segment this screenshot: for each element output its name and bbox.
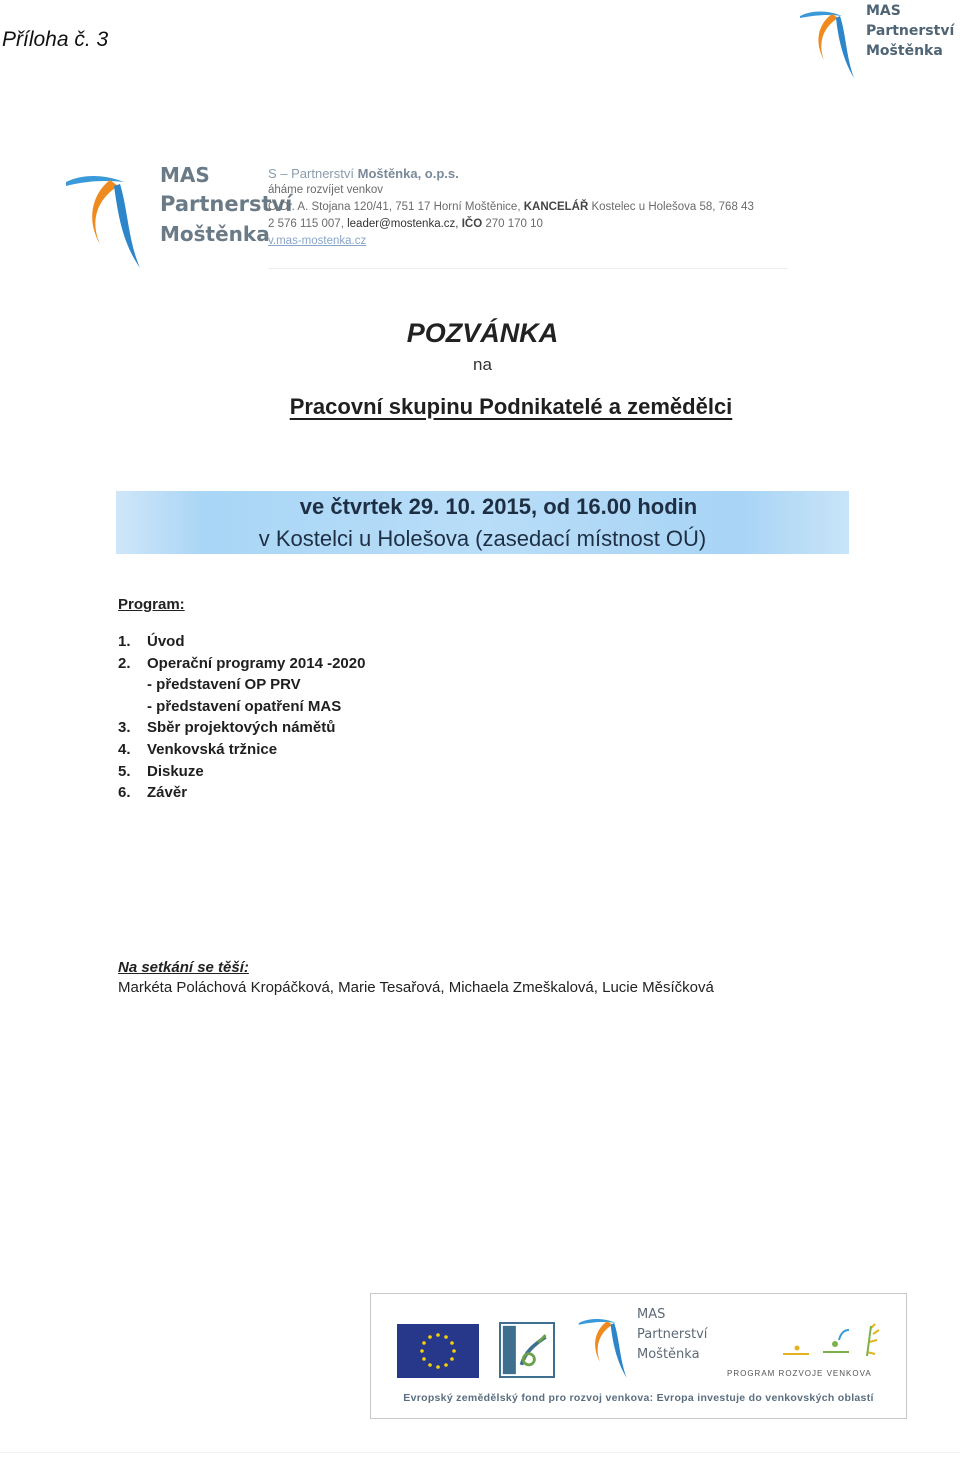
footer-logo-bar [370,1293,907,1419]
attendees-label: Na setkání se těší: [118,959,249,976]
eu-flag-icon [397,1324,479,1378]
mas-logo-icon [798,4,868,80]
attendees-list: Markéta Poláchová Kropáčková, Marie Tesařová, Michaela Zmeškalová, Lucie Měsíčková [118,979,714,996]
letterhead-divider [268,268,788,269]
top-logo-line1: MAS [866,3,901,19]
invitation-na: na [473,355,492,374]
letterhead-org: S – Partnerství Moštěnka, o.p.s. [268,166,459,181]
program-subitem: - představení opatření MAS [147,697,342,715]
program-item: 5. Diskuze [118,762,204,780]
letterhead-motto: áháme rozvíjet venkov [268,184,384,196]
annex-label: Příloha č. 3 [2,28,109,51]
program-item: 4. Venkovská tržnice [118,740,278,758]
prv-label: PROGRAM ROZVOJE VENKOVA [727,1369,872,1378]
letterhead-logo-icon [64,170,164,270]
program-item: 3. Sběr projektových námětů [118,719,336,737]
footer-mas-logo-icon [577,1312,639,1380]
invitation-subtitle: Pracovní skupinu Podnikatelé a zemědělci [289,394,733,419]
letterhead-web-link[interactable]: v.mas-mostenka.cz [268,235,367,247]
letterhead-logo-line3: Moštěnka [160,222,270,246]
banner-place: v Kostelci u Holešova (zasedací místnost OÚ) [258,526,707,551]
program-item: 2. Operační programy 2014 -2020 [118,654,366,672]
program-subitem: - představení OP PRV [147,676,301,694]
banner-date: ve čtvrtek 29. 10. 2015, od 16.00 hodin [299,494,698,519]
program-item: 1. Úvod [118,633,185,650]
letterhead-logo-line1: MAS [160,163,210,187]
footer-mas-logo-text: MAS Partnerství Moštěnka [637,1307,708,1362]
top-logo-line3: Moštěnka [866,43,943,59]
program-item: 6. Závěr [118,784,188,802]
letterhead-info [268,165,754,250]
page-bottom-edge [0,1452,960,1453]
top-logo-line2: Partnerství [866,23,955,39]
program-label: Program: [118,596,185,613]
letterhead-logo-line2: Partnerství [160,192,293,216]
letterhead-address: O Dr. A. Stojana 120/41, 751 17 Horní Moštěnice, KANCELÁŘ Kostelec u Holešova 58, 768 43 [268,201,754,213]
top-logo-text [866,4,954,64]
leader-logo-icon [499,1322,555,1378]
invitation-title: POZVÁNKA [406,318,559,348]
letterhead-contact: 2 576 115 007, leader@mostenka.cz, IČO 270 170 10 [268,218,543,230]
prv-logo-icon [779,1322,885,1362]
program-list [118,631,365,804]
letterhead-email[interactable]: leader@mostenka.cz, [347,218,459,230]
footer-caption: Evropský zemědělský fond pro rozvoj venkova: Evropa investuje do venkovských oblastí [403,1392,874,1404]
